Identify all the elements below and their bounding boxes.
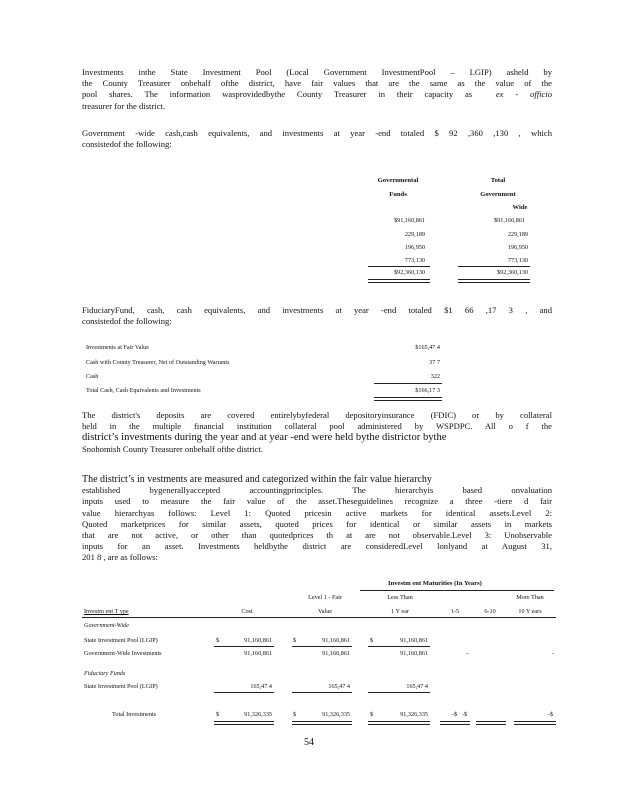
- text-line: The district’s in vestments are measured and categorized within the fair value hierarchy: [82, 474, 432, 485]
- text-line: held in the multiple financial institution collateral pool administered by WSPDPC. All o f the: [82, 421, 552, 432]
- text-line: Quoted marketprices for similar assets, quoted prices for identical or similar assets in markets: [82, 518, 552, 529]
- table-total-label: Total Investments: [112, 711, 157, 718]
- col-header-funds: Funds: [389, 191, 407, 198]
- maturities-header: Investm ent Maturities (In Years): [388, 580, 482, 587]
- text-line: 201 8 , are as follows:: [82, 552, 158, 563]
- table-cell: 196,950: [507, 244, 528, 251]
- table-cell: 165,47 4: [406, 683, 428, 690]
- table-cell: 165,47 4: [328, 683, 350, 690]
- table-cell: 91,160,861: [322, 650, 350, 657]
- dollar-sign: $: [370, 711, 374, 718]
- text-line: inputs for an asset. Investments heldbythe district are consideredLevel lonlyand at August 31,: [82, 541, 552, 552]
- table-total-cell: -$: [452, 711, 458, 718]
- table-cell: 91,160,861: [244, 637, 272, 644]
- col-header-less-1: Less Than: [387, 594, 413, 601]
- header-rule: [360, 590, 554, 591]
- total-double-rule: [476, 721, 506, 725]
- section-label: Government-Wide: [84, 622, 130, 629]
- subtotal-rule: [292, 646, 352, 647]
- table-cell: 196,950: [404, 244, 425, 251]
- paragraph-fair-value-hierarchy: [82, 474, 552, 564]
- table-total-cell: $92,360,130: [497, 269, 528, 276]
- text-line: The district's deposits are covered entirelybyfederal depositoryinsurance (FDIC) or by collateral: [82, 410, 552, 420]
- table-total-cell: 91,326,335: [400, 711, 428, 718]
- total-double-rule: [368, 721, 430, 725]
- col-header-more-1: More Than: [516, 594, 544, 601]
- italic-phrase: ex - officio: [495, 89, 553, 100]
- col-header-fair-2: Value: [317, 608, 333, 615]
- text-line: established bygenerallyaccepted accountingprinciples. The hierarchyis based onvaluation: [82, 485, 552, 496]
- text-line: that are not active, or other than quotedprices th at are not observable.Level 3: Unobservable: [82, 530, 552, 541]
- table-total-label: Total Cash, Cash Equivalents and Investments: [86, 387, 201, 394]
- total-double-rule: [374, 397, 442, 401]
- table-cell: 165,47 4: [250, 683, 272, 690]
- table-cell: 91,160,861: [400, 637, 428, 644]
- table-total-cell: 91,326,335: [322, 711, 350, 718]
- text-line: consistedof the following:: [82, 139, 172, 150]
- table-cell: 773,130: [507, 257, 528, 264]
- col-header-fair-1: Level 1 - Fair: [308, 594, 342, 601]
- subtotal-rule: [214, 646, 274, 647]
- table-total-cell: -$: [462, 711, 468, 718]
- table-cell: 91,160,861: [400, 650, 428, 657]
- subtotal-rule: [374, 383, 442, 384]
- table-total-cell: $92,360,130: [394, 269, 425, 276]
- text-line: Government -wide cash,cash equivalents, and investments at year -end totaled $ 92 ,360 ,130 , which: [82, 128, 552, 138]
- header-rule: [82, 617, 556, 618]
- col-header-governmental: Governmental: [377, 177, 419, 184]
- text-line: inputs used to measure the fair value of the asset.Theseguidelines recognize a three -tiere d fair: [82, 496, 552, 507]
- table-total-value: $166,17 3: [415, 387, 440, 394]
- text-line: Investments inthe State Investment Pool (Local Government InvestmentPool – LGIP) asheld by: [82, 67, 552, 77]
- col-header-more-2: 10 Y ears: [518, 608, 542, 615]
- total-double-rule: [292, 721, 352, 725]
- col-header-6-10: 6-10: [484, 608, 496, 615]
- table-total-cell: 91,326,335: [244, 711, 272, 718]
- table-row-value: 322: [430, 373, 440, 380]
- page-number: 54: [304, 737, 314, 748]
- table-row-label: Cash: [86, 373, 99, 380]
- text-line: pool shares. The information wasprovidedbythe County Treasurer in their capacity as ex - officio: [82, 89, 553, 100]
- subtotal-rule: [368, 692, 430, 693]
- text-line: treasurer for the district.: [82, 100, 166, 111]
- table-cell: 91,160,861: [244, 650, 272, 657]
- text-line: FiduciaryFund, cash, cash equivalents, and investments at year -end totaled $1 66 ,17 3 , and: [82, 305, 552, 315]
- table-row-label: State Investment Pool (LGIP): [84, 683, 158, 690]
- paragraph-government-wide-total: [82, 128, 552, 150]
- table-cell: $91,160,861: [494, 217, 525, 224]
- table-cell: –: [466, 650, 470, 657]
- table-row-label: Cash with County Treasurer, Net of Outstanding Warrants: [86, 359, 230, 366]
- subtotal-rule: [368, 266, 430, 267]
- col-header-cost: Cost: [241, 608, 253, 615]
- total-double-rule: [458, 279, 530, 283]
- col-header-type: Investm ent T ype: [84, 608, 129, 615]
- table-cell: $91,160,861: [394, 217, 425, 224]
- table-row-value: 37 7: [429, 359, 440, 366]
- text-line: consistedof the following:: [82, 316, 172, 327]
- table-cell: 91,160,861: [322, 637, 350, 644]
- total-double-rule: [368, 279, 430, 283]
- text-line: the County Treasurer onbehalf ofthe district, have fair values that are the same as the value of the: [82, 78, 552, 89]
- text-line: value hierarchyas follows: Level 1: Quoted pricesin active markets for identical assets.Level 2:: [82, 507, 552, 518]
- total-double-rule: [214, 721, 274, 725]
- dollar-sign: $: [293, 637, 297, 644]
- subtotal-rule: [368, 646, 430, 647]
- subtotal-rule: [458, 266, 530, 267]
- paragraph-deposits: [82, 410, 552, 455]
- col-header-total: Total: [490, 177, 506, 184]
- dollar-sign: $: [370, 637, 374, 644]
- total-double-rule: [440, 721, 470, 725]
- text-line: district’s investments during the year and at year -end were held bythe districtor bythe: [82, 432, 447, 444]
- subtotal-rule: [292, 692, 352, 693]
- paragraph-lgip-description: [82, 67, 552, 112]
- table-total-cell: -$: [548, 711, 554, 718]
- subtotal-rule: [214, 692, 274, 693]
- table-cell: -: [552, 650, 555, 657]
- dollar-sign: $: [293, 711, 297, 718]
- dollar-sign: $: [216, 637, 220, 644]
- col-header-government: Government: [480, 191, 516, 198]
- table-row-value: $165,47 4: [415, 344, 440, 351]
- table-cell: 229,189: [507, 231, 528, 238]
- table-row-label: Government-Wide Investments: [84, 650, 162, 657]
- table-cell: 229,189: [404, 231, 425, 238]
- col-header-less-2: 1 Y ear: [391, 608, 409, 615]
- col-header-wide: Wide: [512, 204, 528, 211]
- col-header-1-5: 1-5: [450, 608, 460, 615]
- table-row-label: Investments at Fair Value: [86, 344, 149, 351]
- text-line: Snohomish County Treasurer onbehalf ofthe district.: [82, 443, 263, 454]
- section-label: Fiduciary Funds: [84, 670, 126, 677]
- total-double-rule: [514, 721, 556, 725]
- table-row-label: State Investment Pool (LGIP): [84, 637, 158, 644]
- dollar-sign: $: [216, 711, 220, 718]
- paragraph-fiduciary-total: [82, 305, 552, 327]
- table-cell: 773,130: [404, 257, 425, 264]
